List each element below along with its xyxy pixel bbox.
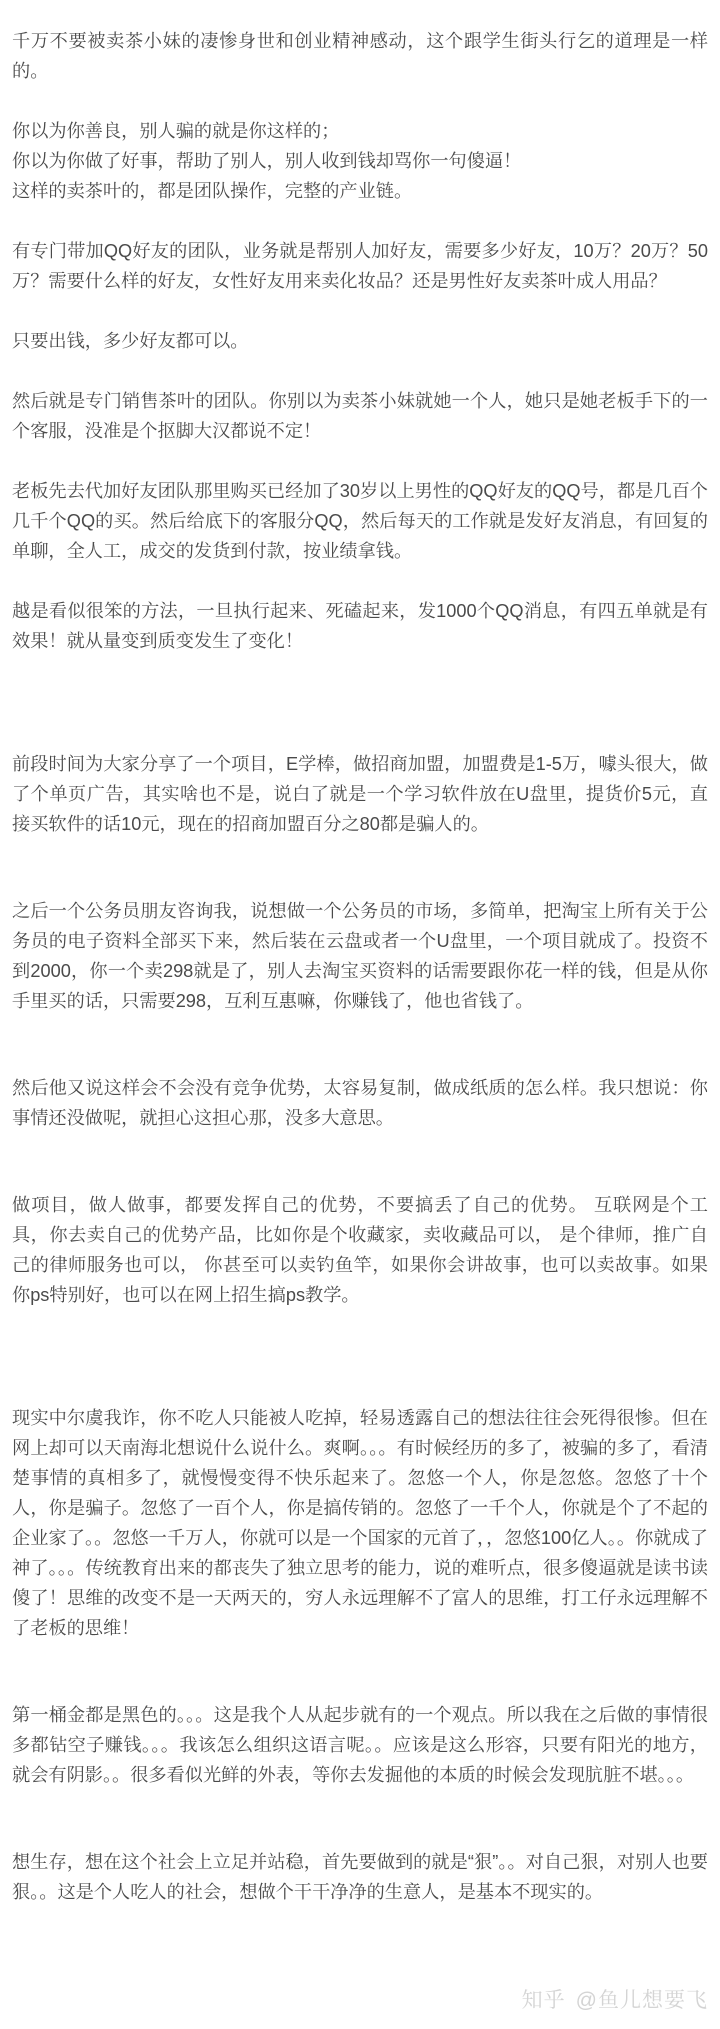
paragraph: 你以为你善良，别人骗的就是你这样的；	[12, 121, 340, 141]
zhihu-watermark	[522, 1984, 708, 2014]
paragraph: 老板先去代加好友团队那里购买已经加了30岁以上男性的QQ好友的QQ号，都是几百个几千个QQ的买。然后给底下的客服分QQ，然后每天的工作就是发好友消息，有回复的单聊，全人工，成交的发货到付款，按业绩拿钱。	[12, 481, 708, 561]
paragraph: 你以为你做了好事，帮助了别人，别人收到钱却骂你一句傻逼！	[12, 151, 522, 171]
author-handle: @鱼儿想要飞	[575, 1989, 708, 2012]
paragraph: 越是看似很笨的方法，一旦执行起来、死磕起来，发1000个QQ消息，有四五单就是有效果！就从量变到质变发生了变化！	[12, 601, 708, 651]
zhihu-brand-label: 知乎	[521, 1989, 566, 2012]
paragraph: 千万不要被卖茶小妹的凄惨身世和创业精神感动，这个跟学生街头行乞的道理是一样的。	[12, 31, 708, 81]
paragraph: 有专门带加QQ好友的团队，业务就是帮别人加好友，需要多少好友，10万？20万？50万？需要什么样的好友，女性好友用来卖化妆品？还是男性好友卖茶叶成人用品？	[12, 241, 708, 291]
paragraph: 之后一个公务员朋友咨询我，说想做一个公务员的市场，多简单，把淘宝上所有关于公务员的电子资料全部买下来，然后装在云盘或者一个U盘里，一个项目就成了。投资不到2000，你一个卖298就是了，别人去淘宝买资料的话需要跟你花一样的钱，但是从你手里买的话，只需要298，互利互惠嘛，你赚钱了，他也省钱了。	[12, 901, 708, 1011]
paragraph: 只要出钱，多少好友都可以。	[12, 331, 249, 351]
paragraph: 然后他又说这样会不会没有竞争优势，太容易复制，做成纸质的怎么样。我只想说：你事情还没做呢，就担心这担心那，没多大意思。	[12, 1078, 708, 1128]
paragraph: 前段时间为大家分享了一个项目，E学棒，做招商加盟，加盟费是1-5万，噱头很大，做了个单页广告，其实啥也不是，说白了就是一个学习软件放在U盘里，提货价5元，直接买软件的话10元，现在的招商加盟百分之80都是骗人的。	[12, 754, 708, 834]
paragraph: 第一桶金都是黑色的。。。这是我个人从起步就有的一个观点。所以我在之后做的事情很多都钻空子赚钱。。。我该怎么组织这语言呢。。应该是这么形容，只要有阳光的地方，就会有阴影。。很多看似光鲜的外表，等你去发掘他的本质的时候会发现肮脏不堪。。。	[12, 1705, 708, 1785]
paragraph: 想生存，想在这个社会上立足并站稳，首先要做到的就是“狠”。。对自己狠，对别人也要狠。。这是个人吃人的社会，想做个干干净净的生意人，是基本不现实的。	[12, 1852, 708, 1902]
paragraph: 然后就是专门销售茶叶的团队。你别以为卖茶小妹就她一个人，她只是她老板手下的一个客服，没准是个抠脚大汉都说不定！	[12, 391, 708, 441]
paragraph: 现实中尔虞我诈，你不吃人只能被人吃掉，轻易透露自己的想法往往会死得很惨。但在网上却可以天南海北想说什么说什么。爽啊。。。有时候经历的多了，被骗的多了，看清楚事情的真相多了，就慢慢变得不快乐起来了。忽悠一个人，你是忽悠。忽悠了十个人，你是骗子。忽悠了一百个人，你是搞传销的。忽悠了一千个人，你就是个了不起的企业家了。。忽悠一千万人，你就可以是一个国家的元首了，，忽悠100亿人。。你就成了神了。。。传统教育出来的都丧失了独立思考的能力，说的难听点，很多傻逼就是读书读傻了！思维的改变不是一天两天的，穷人永远理解不了富人的思维，打工仔永远理解不了老板的思维！	[12, 1408, 708, 1638]
paragraph: 做项目，做人做事，都要发挥自己的优势，不要搞丢了自己的优势。 互联网是个工具，你去卖自己的优势产品，比如你是个收藏家，卖收藏品可以， 是个律师，推广自己的律师服务也可以， 你甚至可以卖钓鱼竿，如果你会讲故事，也可以卖故事。如果你ps特别好，也可以在网上招生搞ps教学。	[12, 1195, 708, 1305]
paragraph: 这样的卖茶叶的，都是团队操作，完整的产业链。	[12, 181, 413, 201]
